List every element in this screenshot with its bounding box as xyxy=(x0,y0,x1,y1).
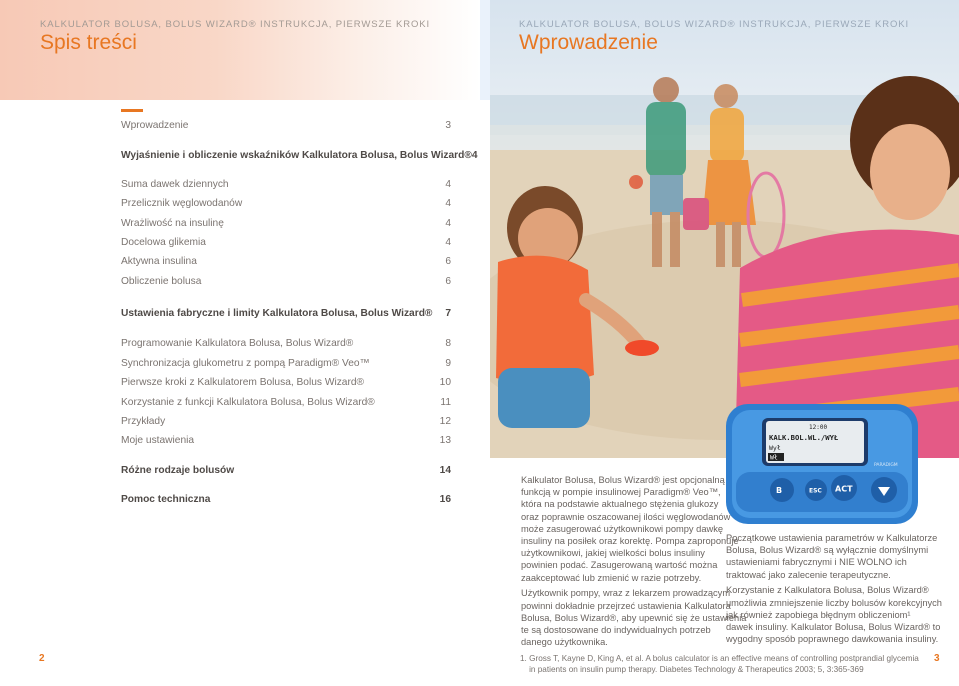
insulin-pump-image xyxy=(724,402,920,526)
toc-entry-page: 9 xyxy=(445,358,451,369)
toc-entry-label: Wrażliwość na insulinę xyxy=(121,218,224,229)
page-title: Spis treści xyxy=(40,31,137,54)
body-text-line: Korzystanie z Kalkulatora Bolusa, Bolus Wizard® xyxy=(726,585,929,596)
body-text-line: powinni dokładnie przejrzeć ustawienia Kalkulatora xyxy=(521,600,731,611)
beach-photo xyxy=(490,0,959,458)
right-page xyxy=(480,0,959,686)
body-text-line: danego użytkownika. xyxy=(521,637,608,648)
toc-entry[interactable] xyxy=(121,237,451,248)
pump-screen-line2: Wył xyxy=(769,444,781,452)
toc-entry[interactable] xyxy=(121,308,451,319)
toc-entry-page: 4 xyxy=(445,237,451,248)
toc-entry-label: Suma dawek dziennych xyxy=(121,179,229,190)
toc-entry[interactable] xyxy=(121,179,451,190)
toc-entry-label: Synchronizacja glukometru z pompą Paradigm® Veo™ xyxy=(121,358,370,369)
body-text-line: te są dostosowane do indywidualnych potrzeb xyxy=(521,624,711,635)
toc-entry-label: Wprowadzenie xyxy=(121,120,189,131)
body-text-line: umożliwia zmniejszenie liczby bolusów korekcyjnych xyxy=(726,597,942,608)
toc-entry-page: 16 xyxy=(439,494,451,505)
body-text-line: funkcją w pompie insulinowej Paradigm® Veo™, xyxy=(521,487,721,498)
toc-entry-label: Docelowa glikemia xyxy=(121,237,206,248)
body-text-line: powinien podać. Zasugerowaną wartość można xyxy=(521,560,718,571)
footnote-line: 1. Gross T, Kayne D, King A, et al. A bolus calculator is an effective means of controlling postprandial glycemia xyxy=(520,654,919,663)
pump-brand: PARADIGM xyxy=(874,463,898,468)
toc-entry-page: 4 xyxy=(445,198,451,209)
toc-entry[interactable] xyxy=(121,465,451,476)
toc-entry[interactable] xyxy=(121,120,451,131)
body-text-line: jak również zapobiega błędnym obliczeniom¹ xyxy=(726,609,911,620)
body-text-line: oraz poprawnie oszacowanej ilości węglowodanów xyxy=(521,511,731,522)
toc-entry-label: Obliczenie bolusa xyxy=(121,276,202,287)
toc-entry-page: 11 xyxy=(440,397,451,408)
toc-entry-label: Aktywna insulina xyxy=(121,256,197,267)
toc-entry-label: Moje ustawienia xyxy=(121,435,195,446)
toc-entry-label: Korzystanie z funkcji Kalkulatora Bolusa, Bolus Wizard® xyxy=(121,397,375,408)
toc-entry[interactable] xyxy=(121,198,451,209)
accent-bar xyxy=(121,109,143,112)
running-head: KALKULATOR BOLUSA, BOLUS WIZARD® INSTRUKCJA, PIERWSZE KROKI xyxy=(40,19,431,30)
body-text-line: Bolusa, Bolus Wizard® są wyłącznie domyślnymi xyxy=(726,545,929,556)
running-head: KALKULATOR BOLUSA, BOLUS WIZARD® INSTRUKCJA, PIERWSZE KROKI xyxy=(519,19,910,30)
toc-entry-page: 6 xyxy=(445,256,451,267)
toc-entry[interactable] xyxy=(121,358,451,369)
body-text-line: która na podstawie aktualnego stężenia glukozy xyxy=(521,499,719,510)
toc-entry-label: Ustawienia fabryczne i limity Kalkulatora Bolusa, Bolus Wizard® xyxy=(121,308,433,319)
body-text-line: dawek insuliny. Kalkulator Bolusa, Bolus Wizard® to xyxy=(726,621,941,632)
toc-entry-label: Pomoc techniczna xyxy=(121,494,211,505)
toc-entry[interactable] xyxy=(121,435,451,446)
body-text-line: traktować jako zalecenie terapeutyczne. xyxy=(726,569,891,580)
body-text-line: zaakceptować lub zmienić w razie potrzeby. xyxy=(521,572,702,583)
toc-entry-page: 10 xyxy=(439,377,451,388)
body-text-line: Kalkulator Bolusa, Bolus Wizard® jest opcjonalną xyxy=(521,475,725,485)
toc-entry[interactable] xyxy=(121,256,451,267)
page-number: 3 xyxy=(934,653,940,664)
toc-entry-page: 4 xyxy=(471,150,478,161)
body-text-line: wygodny sposób poprawnego dawkowania insuliny. xyxy=(726,634,939,645)
pump-esc-label: ESC xyxy=(809,487,822,495)
toc-entry[interactable] xyxy=(121,218,451,229)
toc-entry-label: Programowanie Kalkulatora Bolusa, Bolus Wizard® xyxy=(121,338,354,349)
toc-entry-page: 6 xyxy=(445,276,451,287)
toc-entry-label: Pierwsze kroki z Kalkulatorem Bolusa, Bolus Wizard® xyxy=(121,377,365,388)
toc-entry-label: Przelicznik węglowodanów xyxy=(121,198,243,209)
page-number: 2 xyxy=(39,653,45,664)
pump-b-label: B xyxy=(776,486,783,495)
body-text-line: może zasugerować użytkownikowi pompy dawkę xyxy=(521,523,724,534)
toc-entry-page: 4 xyxy=(445,218,451,229)
footnote-line: in patients on insulin pump therapy. Diabetes Technology & Therapeutics 2003; 5, 3:365-369 xyxy=(520,665,864,674)
pump-screen-time: 12:00 xyxy=(809,424,828,431)
toc-entry[interactable] xyxy=(121,416,451,427)
footnote xyxy=(520,653,919,675)
toc-entry[interactable] xyxy=(121,338,451,349)
toc-entry-page: 12 xyxy=(439,416,451,427)
toc-entry-page: 13 xyxy=(439,435,451,446)
pump-screen-line1: KALK.BOL.WL./WYŁ xyxy=(769,433,839,442)
toc-entry[interactable] xyxy=(121,377,451,388)
body-text-line: Bolusa, Bolus Wizard®, aby upewnić się że ustawienia xyxy=(521,612,747,623)
toc-entry-label: Różne rodzaje bolusów xyxy=(121,465,235,476)
toc-entry[interactable] xyxy=(121,150,478,161)
toc-entry-page: 14 xyxy=(439,465,451,476)
toc-entry[interactable] xyxy=(121,397,451,408)
beach-photo-illustration xyxy=(490,0,959,458)
toc-entry[interactable] xyxy=(121,276,451,287)
page-title: Wprowadzenie xyxy=(519,31,658,54)
body-text-line: Użytkownik pompy, wraz z lekarzem prowadzącym xyxy=(521,588,731,599)
toc-entry-page: 7 xyxy=(445,308,451,319)
toc-entry-page: 3 xyxy=(445,120,451,131)
body-text-line: użytkownikowi, jakiej wielkości bolus insuliny xyxy=(521,548,705,559)
pump-screen-line3: Wł xyxy=(770,453,778,462)
body-text-line: ustawieniami fabrycznymi i NIE WOLNO ich xyxy=(726,557,907,568)
toc-entry-page: 4 xyxy=(445,179,451,190)
toc-entry-label: Przykłady xyxy=(121,416,166,427)
toc-entry-page: 8 xyxy=(445,338,451,349)
pump-act-label: ACT xyxy=(835,484,853,494)
toc-entry-label: Wyjaśnienie i obliczenie wskaźników Kalkulatora Bolusa, Bolus Wizard® xyxy=(121,150,472,161)
body-text-line: Początkowe ustawienia parametrów w Kalkulatorze xyxy=(726,533,938,543)
toc-entry[interactable] xyxy=(121,494,451,505)
body-text-line: insuliny na posiłek oraz korektę. Pompa zaproponuje xyxy=(521,536,739,546)
